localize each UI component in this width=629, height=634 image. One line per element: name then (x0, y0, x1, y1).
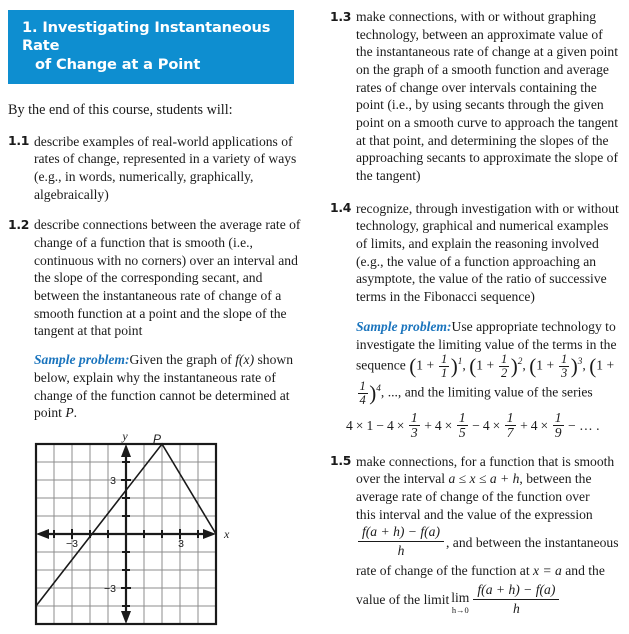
times-sign: × (396, 418, 405, 434)
difference-quotient (358, 524, 444, 559)
line-1: make connections, for a function that is smooth (356, 453, 615, 469)
expectation-1-4 (330, 200, 622, 306)
point-p-label: P (152, 434, 161, 447)
denominator: 4 (359, 392, 366, 407)
y-axis-label: y (122, 434, 128, 444)
numerator: 1 (501, 351, 508, 366)
expectation-1-1 (8, 133, 308, 204)
denominator: 3 (561, 365, 568, 380)
line-2-a: over the interval (356, 471, 449, 487)
numerator: 1 (441, 351, 448, 366)
seq-base-4: 1 + (596, 357, 615, 373)
series-coefficient: 4 (386, 418, 394, 434)
sample-problem-text-a: Use appropriate technology to investigate the limiting value of the terms in the sequence (356, 318, 617, 373)
exponent-1: 1 (457, 356, 463, 367)
function-fx: f(x) (235, 351, 255, 367)
graph-svg (18, 434, 248, 634)
expectation-number: 1.3 (330, 8, 352, 24)
open-paren: ( (529, 353, 537, 378)
denominator: h (473, 599, 559, 617)
sample-problem-text-b: , ..., and the limiting value of the series (380, 385, 593, 401)
line-6-a: rate of change of the function at (356, 563, 534, 579)
lim-symbol: lim (451, 590, 470, 606)
expectation-text: describe examples of real-world applications of rates of change, represented in a variety of ways (e.g., in words, numerically, graphically, algebraically) (34, 133, 297, 202)
banner-line-2: of Change at a Point (35, 55, 201, 73)
exponent-2: 2 (517, 356, 523, 367)
fraction-4 (358, 380, 368, 407)
fraction-3 (559, 353, 569, 380)
y-tick-label-negative: −3 (104, 583, 116, 596)
exponent-4: 4 (376, 383, 381, 394)
expectation-number: 1.4 (330, 200, 352, 216)
times-sign: × (444, 418, 453, 434)
numerator: 1 (554, 409, 562, 425)
section-banner (8, 10, 294, 84)
y-axis-arrow-down (121, 611, 131, 624)
series-first-term: 1 (366, 418, 374, 434)
banner-line-1: 1. Investigating Instantaneous Rate (22, 19, 271, 55)
numerator: 1 (458, 409, 466, 425)
line-7: value of the limit (356, 592, 450, 608)
sample-problem-text-c: . (73, 405, 78, 421)
times-sign: × (492, 418, 501, 434)
line-2 (356, 470, 622, 488)
expectation-text: recognize, through investigation with or without technology, graphical and numerical examples of limits, and explain the reasoning involved (e.g., the value of a function approaching an asymptote, the value of the ratio of successive terms in the Fibonacci sequence) (356, 200, 619, 305)
numerator: 1 (561, 351, 568, 366)
lim-subscript: h→0 (451, 604, 469, 615)
times-sign: × (540, 418, 549, 434)
point-label-p: P (65, 405, 74, 421)
expectation-text: make connections, with or without graphing technology, between an approximate value of the instantaneous rate of change at a given point on the graph of a smooth function and average rates of change over intervals containing the point (i.e., by using secants through the given point on a smooth curve to approach the tangent at that point, and determining the slopes of the approaching secants to approximate the slope of the tangent) (356, 9, 618, 184)
fraction-1 (439, 353, 449, 380)
series-op-4: + (520, 418, 528, 434)
x-axis-label: x (224, 527, 230, 542)
x-tick-label-positive: 3 (178, 538, 184, 551)
line-2-b: , between the (519, 471, 592, 487)
series-op-2: + (424, 418, 432, 434)
denominator: 2 (501, 365, 508, 380)
open-paren: ( (409, 353, 417, 378)
left-column (8, 0, 308, 634)
close-paren: ) (369, 380, 377, 405)
limit-operator (451, 591, 469, 614)
series-expression (346, 411, 622, 440)
series-fraction-3 (505, 411, 516, 440)
sample-problem-label: Sample problem: (356, 318, 452, 334)
series-coefficient: 4 (434, 418, 442, 434)
series-op-3: − (472, 418, 480, 434)
fraction-2 (499, 353, 509, 380)
numerator: 1 (359, 378, 366, 393)
series-coefficient: 4 (530, 418, 538, 434)
seq-base-3: 1 + (536, 357, 558, 373)
x-axis-arrow-left (36, 529, 49, 539)
exponent-3: 3 (577, 356, 583, 367)
close-paren: ) (510, 353, 518, 378)
expectation-1-2 (8, 216, 308, 340)
sample-problem-text-a: Given the graph of (129, 351, 236, 367)
denominator: 1 (441, 365, 448, 380)
series-coefficient: 4 (346, 418, 353, 434)
times-sign: × (355, 418, 364, 434)
axes (36, 444, 216, 624)
open-paren: ( (469, 353, 477, 378)
expectation-text: describe connections between the average rate of change of a function that is smooth (i.e., continuous with no corners) over an interval and the slope of the corresponding secant, and between the instantaneous rate of change of a smooth function at a point and the slope of the tangent at that point (34, 217, 301, 339)
denominator: 7 (506, 425, 514, 441)
seq-base-1: 1 + (416, 357, 438, 373)
series-op-1: − (376, 418, 384, 434)
function-graph (18, 434, 248, 634)
sample-problem-1 (34, 351, 300, 422)
limit-line (356, 583, 622, 618)
line-3: average rate of change of the function over (356, 489, 590, 504)
seq-base-2: 1 + (476, 357, 498, 373)
y-tick-label-positive: 3 (110, 475, 116, 488)
x-tick-label-negative: −3 (66, 538, 78, 551)
denominator: 3 (410, 425, 418, 441)
denominator: 5 (458, 425, 466, 441)
numerator: 1 (410, 409, 418, 425)
series-coefficient: 4 (482, 418, 490, 434)
numerator: f(a + h) − f(a) (477, 582, 556, 598)
sample-problem-text-b: shown below, explain why the instantaneous rate of change of the function cannot be determined at point (34, 351, 294, 421)
limit-fraction (473, 582, 559, 617)
difference-quotient-line (356, 525, 622, 560)
right-column (330, 0, 622, 618)
sample-problem-2: Sample problem:Use appropriate technology to investigate the limiting value of the terms in the sequence (1 + $\frac{1}{1}$ )$^1$, (1 + $\frac{1}{2}$ )$^2$, (1 + $\frac{1}{3}$ )$^3$, (1 + $\frac{1}{4}$ )$^4$, ..., and the limiting value of the series (356, 318, 617, 407)
close-paren: ) (570, 353, 578, 378)
denominator: 9 (554, 425, 562, 441)
denominator: h (358, 541, 444, 559)
series-fraction-2 (457, 411, 468, 440)
series-tail: − … . (568, 418, 600, 434)
sample-problem-label: Sample problem: (34, 351, 130, 367)
expectation-number: 1.1 (8, 133, 30, 149)
expectation-1-3 (330, 8, 622, 185)
x-equals-a: x = a (533, 563, 562, 579)
interval-expression: a ≤ x ≤ a + h (448, 471, 520, 487)
expectation-1-5 (330, 453, 622, 618)
expectation-number: 1.5 (330, 453, 352, 469)
numerator: 1 (506, 409, 514, 425)
open-paren: ( (589, 353, 597, 378)
series-fraction-1 (409, 411, 420, 440)
expectation-number: 1.2 (8, 216, 30, 232)
close-paren: ) (450, 353, 458, 378)
line-6-b: and the (561, 563, 605, 579)
intro-text: By the end of this course, students will: (8, 102, 233, 119)
line-4: this interval and the value of the expression (356, 506, 593, 522)
y-axis-arrow-up (121, 444, 131, 457)
expectation-text (356, 453, 622, 618)
line-5: , and between the instantaneous (446, 534, 619, 550)
numerator: f(a + h) − f(a) (362, 524, 440, 540)
line-6 (356, 562, 622, 580)
series-fraction-4 (553, 411, 564, 440)
